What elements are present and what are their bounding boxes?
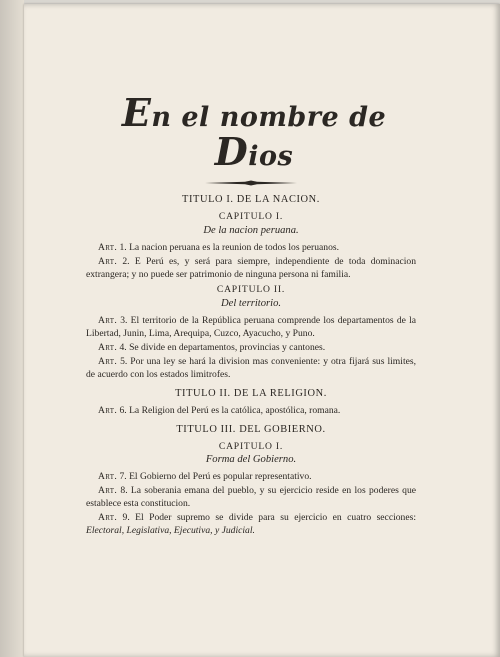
heading-text-2: ios bbox=[248, 141, 294, 172]
capitulo-3-1: CAPITULO I. bbox=[218, 440, 284, 452]
article-6: Art. 6. La Religion del Perú es la católica, apostólica, romana. bbox=[98, 404, 341, 416]
page-heading bbox=[92, 90, 416, 174]
article-8: Art. 8. La soberania emana del pueblo, y su ejercicio reside en los poderes que establece esta constitucion. bbox=[86, 485, 416, 510]
titulo-1: TITULO I. DE LA NACION. bbox=[182, 194, 320, 205]
capitulo-subtitle: Del territorio. bbox=[220, 298, 282, 310]
decorative-rule bbox=[205, 180, 297, 186]
capitulo-subtitle: Forma del Gobierno. bbox=[205, 454, 297, 466]
book-binding bbox=[0, 0, 24, 657]
article-7: Art. 7. El Gobierno del Perú es popular representativo. bbox=[98, 471, 312, 483]
article-1: Art. 1. La nacion peruana es la reunion de todos los peruanos. bbox=[98, 241, 339, 253]
heading-initial-e: E bbox=[121, 90, 152, 135]
titulo-3: TITULO III. DEL GOBIERNO. bbox=[176, 423, 326, 435]
heading-text-1: n el nombre de bbox=[151, 102, 387, 133]
heading-initial-d: D bbox=[214, 129, 249, 174]
document-text bbox=[86, 86, 416, 539]
titulo-2: TITULO II. DE LA RELIGION. bbox=[175, 387, 327, 399]
article-9: Art. 9. El Poder supremo se divide para su ejercicio en cuatro secciones: Electoral, Legislativa, Ejecutiva, y Judicial. bbox=[86, 512, 416, 536]
article-2: Art. 2. E Perú es, y será para siempre, independiente de toda dominacion extrangera; y no puede ser patrimonio de ninguna persona ni familia. bbox=[86, 255, 416, 280]
article-5: Art. 5. Por una ley se hará la division mas conveniente: y otra fijará sus limites, de acuerdo con los estados limitrofes. bbox=[86, 355, 416, 380]
capitulo-subtitle: De la nacion peruana. bbox=[203, 224, 299, 236]
capitulo-1-1: CAPITULO I. bbox=[218, 210, 284, 222]
article-3: Art. 3. El territorio de la República peruana comprende los departamentos de la Libertad, Junin, Lima, Arequipa, Cuzco, Ayacucho, y Puno. bbox=[86, 315, 417, 340]
capitulo-1-2: CAPITULO II. bbox=[216, 284, 286, 296]
article-4: Art. 4. Se divide en departamentos, provincias y cantones. bbox=[98, 342, 326, 354]
